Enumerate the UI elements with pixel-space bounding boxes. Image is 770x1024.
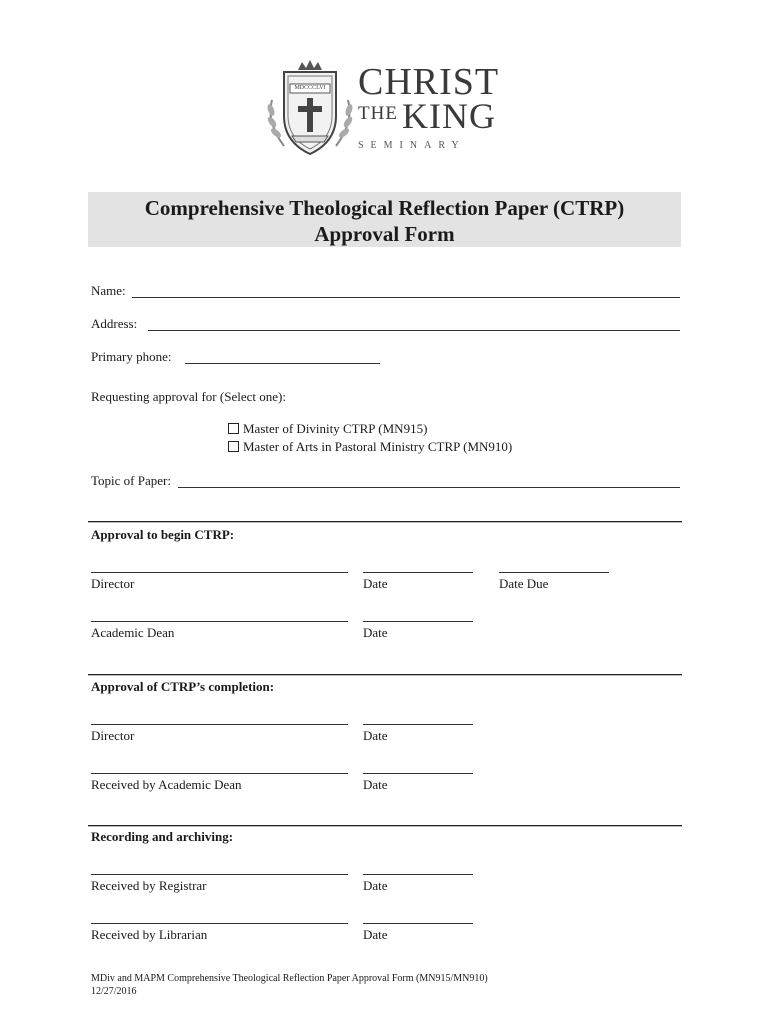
date-due-label: Date Due [499, 576, 549, 591]
wordmark-christ: CHRIST [358, 61, 500, 103]
librarian-date-line[interactable] [363, 923, 473, 924]
registrar-signature-line[interactable] [91, 874, 348, 875]
director-date-line[interactable] [363, 724, 473, 725]
mapm-checkbox[interactable] [228, 441, 239, 452]
dean-date-line[interactable] [363, 621, 473, 622]
academic-dean-label: Academic Dean [91, 625, 175, 640]
section-archiving-heading: Recording and archiving: [91, 829, 234, 844]
address-field[interactable] [148, 330, 680, 331]
registrar-date-line[interactable] [363, 874, 473, 875]
librarian-label: Received by Librarian [91, 927, 208, 942]
option-mapm[interactable] [228, 439, 512, 455]
section-divider [88, 521, 682, 522]
received-dean-date-line[interactable] [363, 773, 473, 774]
received-dean-signature-line[interactable] [91, 773, 348, 774]
director-signature-line[interactable] [91, 724, 348, 725]
form-title-band [88, 192, 681, 247]
director-date-line[interactable] [363, 572, 473, 573]
mdiv-checkbox[interactable] [228, 423, 239, 434]
crest-year: MDCCCLVI [294, 85, 326, 91]
form-title: Comprehensive Theological Reflection Paper (CTRP) [144, 196, 625, 220]
wordmark-seminary: SEMINARY [358, 140, 466, 151]
topic-field[interactable] [178, 487, 680, 488]
date-label: Date [363, 878, 388, 893]
phone-label: Primary phone: [91, 349, 172, 364]
option-mapm-label: Master of Arts in Pastoral Ministry CTRP (MN910) [243, 439, 513, 454]
date-label: Date [363, 576, 388, 591]
registrar-label: Received by Registrar [91, 878, 207, 893]
date-label: Date [363, 927, 388, 942]
section-begin-heading: Approval to begin CTRP: [91, 527, 235, 542]
phone-field[interactable] [185, 363, 380, 364]
footer-form-id: MDiv and MAPM Comprehensive Theological Reflection Paper Approval Form (MN915/MN910) [91, 973, 488, 984]
section-divider [88, 674, 682, 675]
librarian-signature-line[interactable] [91, 923, 348, 924]
date-label: Date [363, 777, 388, 792]
form-subtitle: Approval Form [314, 222, 455, 246]
dean-signature-line[interactable] [91, 621, 348, 622]
director-label: Director [91, 728, 135, 743]
director-signature-line[interactable] [91, 572, 348, 573]
name-label: Name: [91, 283, 126, 298]
option-mdiv-label: Master of Divinity CTRP (MN915) [243, 421, 428, 436]
topic-label: Topic of Paper: [91, 473, 171, 488]
seminary-wordmark [358, 60, 512, 160]
footer-date: 12/27/2016 [91, 986, 137, 997]
requesting-label: Requesting approval for (Select one): [91, 389, 286, 404]
received-dean-label: Received by Academic Dean [91, 777, 242, 792]
wordmark-king: KING [402, 96, 496, 136]
name-field[interactable] [132, 297, 680, 298]
section-divider [88, 825, 682, 826]
section-completion-heading: Approval of CTRP’s completion: [91, 679, 275, 694]
option-mdiv[interactable] [228, 421, 427, 437]
date-label: Date [363, 728, 388, 743]
address-label: Address: [91, 316, 138, 331]
date-due-line[interactable] [499, 572, 609, 573]
wordmark-the: THE [358, 103, 398, 124]
crest-icon [262, 60, 358, 160]
seminary-logo [262, 60, 512, 160]
date-label: Date [363, 625, 388, 640]
director-label: Director [91, 576, 135, 591]
